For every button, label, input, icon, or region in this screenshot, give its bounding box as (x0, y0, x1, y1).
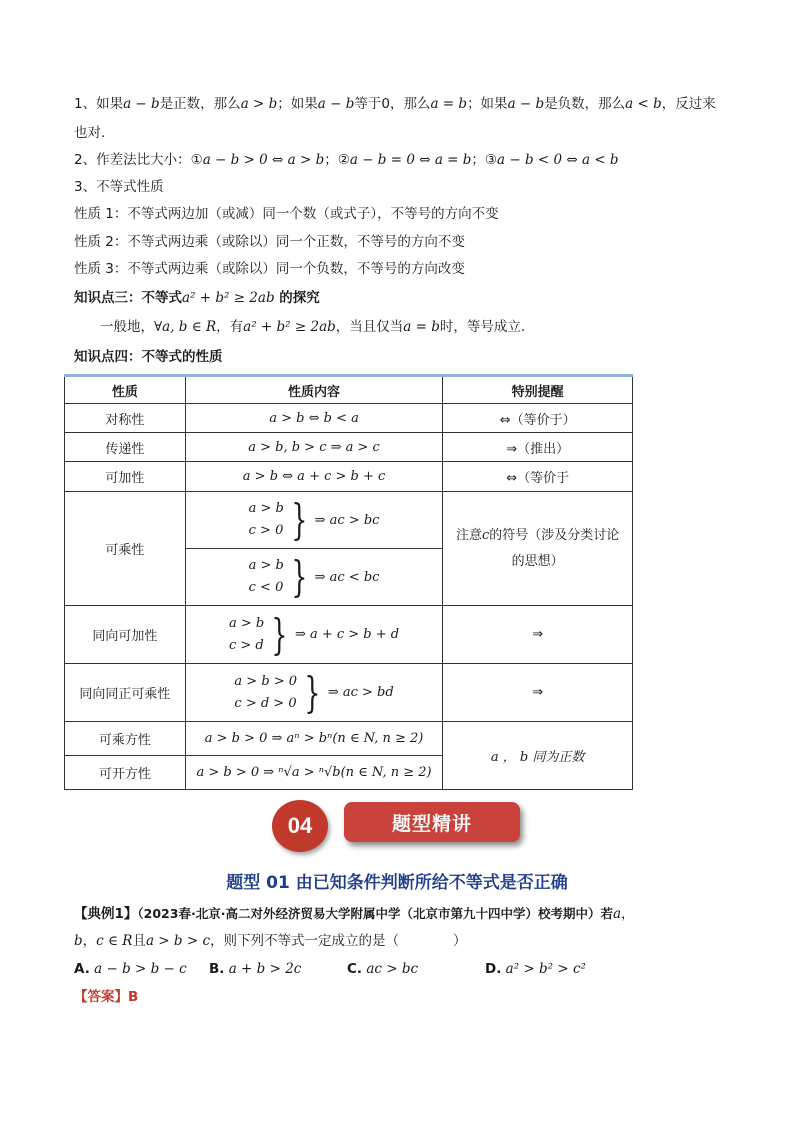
table-row (65, 664, 633, 722)
paragraph-4: 性质 1：不等式两边加（或减）同一个数（或式子），不等号的方向不变 (74, 206, 499, 222)
section-label-bar (344, 802, 520, 842)
text: ，反过来 (661, 96, 716, 112)
answer-value: B (128, 989, 139, 1005)
option-text: a − b > b − c (94, 961, 187, 977)
question-type-title: 题型 01 由已知条件判断所给不等式是否正确 (226, 873, 568, 893)
text: 2、作差法比大小：① (74, 152, 203, 168)
text: 且 (132, 933, 146, 949)
text: ，当且仅当 (335, 319, 404, 335)
math: a (612, 906, 622, 922)
property-note (443, 492, 633, 606)
property-name: 可开方性 (65, 756, 186, 790)
text: 是负数，那么 (544, 96, 626, 112)
math: a − b > 0 ⇔ a > b (202, 152, 325, 168)
result: ⇒ ac > bc (314, 512, 380, 528)
table-row (65, 722, 633, 756)
property-note: ⇒ (443, 606, 633, 664)
math: a = b (403, 319, 440, 335)
option-d[interactable] (485, 960, 586, 978)
answer-line (74, 988, 138, 1006)
text: ；如果 (277, 96, 318, 112)
option-text: a + b > 2c (228, 961, 302, 977)
text: ，则下列不等式一定成立的是（ ） (210, 933, 467, 949)
math: a² + b² ≥ 2ab (243, 319, 336, 335)
brace-icon: } (271, 609, 288, 659)
property-name: 可乘性 (65, 492, 186, 606)
text: 时，等号成立. (439, 319, 526, 335)
property-content: a > b ⇔ b < a (185, 404, 443, 433)
table-row (65, 606, 633, 664)
text: ，那么 (389, 96, 431, 112)
text: ；如果 (467, 96, 508, 112)
example-tag: 【典例1】 (74, 906, 138, 922)
math: a > b (240, 96, 278, 112)
math: c (482, 527, 490, 543)
property-name: 可乘方性 (65, 722, 186, 756)
example-source: （2023春·北京·高二对外经济贸易大学附属中学（北京市第九十四中学）校考期中）若 (137, 906, 613, 921)
brace-icon: } (291, 552, 308, 601)
text: ，有 (216, 319, 244, 335)
property-name: 同向同正可乘性 (65, 664, 186, 722)
math: c ∈ R (96, 933, 133, 949)
knowledge-point-4-title: 知识点四：不等式的性质 (74, 349, 223, 365)
brace-icon: } (304, 667, 321, 717)
text: ， (82, 933, 97, 949)
section-banner (272, 800, 526, 852)
text: 0 (381, 96, 390, 112)
property-name: 可加性 (65, 462, 186, 492)
table-row (65, 462, 633, 492)
condition: c < 0 (248, 580, 284, 595)
text: 是正数，那么 (159, 96, 241, 112)
property-content: a > b > 0 ⇒ aⁿ > bⁿ(n ∈ N, n ≥ 2) (185, 722, 443, 756)
option-label: C. (347, 961, 363, 977)
math: a − b (123, 96, 160, 112)
section-number-badge (272, 800, 328, 852)
option-a[interactable] (74, 960, 187, 978)
property-note (443, 722, 633, 790)
property-content (185, 492, 443, 549)
math: a − b = 0 ⇔ a = b (349, 152, 472, 168)
text: 注意 (456, 527, 483, 543)
property-name: 同向可加性 (65, 606, 186, 664)
property-content (185, 549, 443, 606)
knowledge-point-3-body (100, 318, 525, 336)
option-c[interactable] (347, 960, 418, 978)
knowledge-point-3-title (74, 289, 320, 307)
property-name: 对称性 (65, 404, 186, 433)
option-text: ac > bc (366, 961, 419, 977)
property-note: ⇔（等价于 (443, 462, 633, 492)
condition: c > 0 (248, 523, 284, 538)
paragraph-6: 性质 3：不等式两边乘（或除以）同一个负数，不等号的方向改变 (74, 261, 465, 277)
text: 的思想） (511, 553, 564, 569)
option-text: a² > b² > c² (505, 961, 586, 977)
section-number: 04 (287, 813, 313, 838)
property-name: 传递性 (65, 433, 186, 462)
math: a = b (430, 96, 468, 112)
math: a ， b 同为正数 (490, 750, 585, 765)
math: a < b (625, 96, 662, 112)
example-1-line-2 (74, 932, 467, 950)
option-label: D. (485, 961, 502, 977)
header-cell: 特别提醒 (443, 376, 633, 404)
property-content: a > b ⇔ a + c > b + c (185, 462, 443, 492)
header-cell: 性质内容 (185, 376, 443, 404)
math: a − b (317, 96, 355, 112)
property-content: a > b > 0 ⇒ ⁿ√a > ⁿ√b(n ∈ N, n ≥ 2) (185, 756, 443, 790)
text: 一般地， (100, 319, 154, 335)
brace-icon: } (291, 495, 308, 544)
property-content (185, 664, 443, 722)
condition: c > d (228, 637, 264, 653)
condition: a > b (228, 615, 265, 631)
condition: a > b (248, 501, 284, 516)
property-note: ⇔（等价于） (443, 404, 633, 433)
text: 的符号（涉及分类讨论 (489, 527, 620, 543)
math: a − b < 0 ⇔ a < b (497, 152, 619, 168)
paragraph-2 (74, 151, 619, 169)
property-content: a > b, b > c ⇒ a > c (185, 433, 443, 462)
table-row (65, 492, 633, 549)
table-row (65, 404, 633, 433)
math: a² + b² ≥ 2ab (182, 290, 275, 306)
condition: a > b (248, 558, 284, 573)
paragraph-1-cont: 也对. (74, 125, 106, 141)
option-label: A. (74, 961, 90, 977)
answer-label: 【答案】 (74, 989, 128, 1005)
paragraph-5: 性质 2：不等式两边乘（或除以）同一个正数，不等号的方向不变 (74, 234, 465, 250)
option-b[interactable] (209, 960, 301, 978)
text: 等于 (354, 96, 382, 112)
math: a − b (507, 96, 545, 112)
property-content (185, 606, 443, 664)
result: ⇒ ac < bc (314, 569, 380, 585)
math: b (74, 933, 83, 949)
inequality-properties-table (64, 374, 633, 790)
text: 1、如果 (74, 96, 124, 112)
property-note: ⇒ (443, 664, 633, 722)
example-1-line-1: 【典例1】（2023春·北京·高二对外经济贸易大学附属中学（北京市第九十四中学）校考期中）若a， (74, 906, 635, 922)
paragraph-1 (74, 95, 716, 113)
math: a > b > c (145, 933, 211, 949)
paragraph-3: 3、不等式性质 (74, 179, 164, 195)
table-row (65, 433, 633, 462)
condition: a > b > 0 (234, 673, 298, 689)
math: ∀a, b ∈ R (154, 319, 217, 335)
result: ⇒ a + c > b + d (294, 627, 400, 642)
table-header-row (65, 376, 633, 404)
option-label: B. (209, 961, 225, 977)
text: 知识点三：不等式 (74, 290, 182, 306)
header-cell: 性质 (65, 376, 186, 404)
result: ⇒ ac > bd (327, 685, 394, 700)
text: ；③ (471, 152, 498, 168)
property-note: ⇒（推出） (443, 433, 633, 462)
text: ；② (324, 152, 350, 168)
condition: c > d > 0 (234, 695, 297, 711)
section-label: 题型精讲 (391, 812, 472, 835)
text: 的探究 (274, 290, 320, 306)
